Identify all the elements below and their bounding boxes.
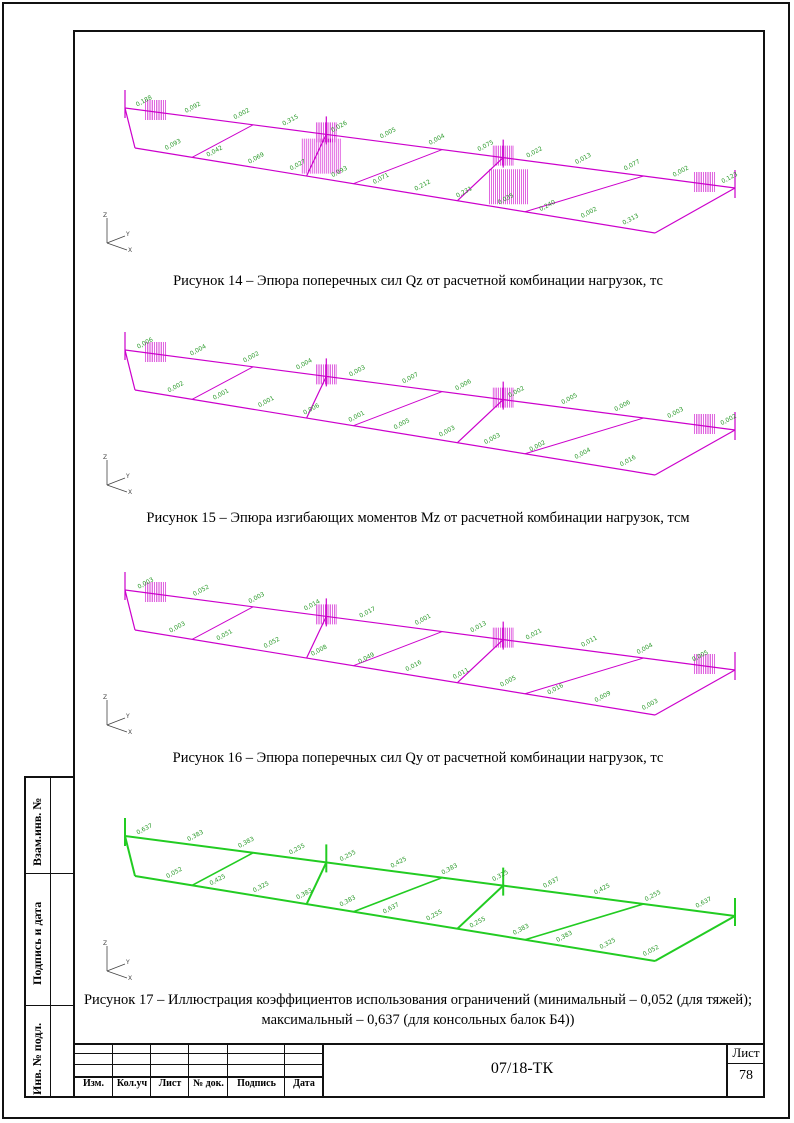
diagram-value-label: 0,002 [579,205,599,220]
cross-beam [655,670,735,715]
front-beam [135,876,655,961]
axis-y-label: Y [126,473,130,480]
diagram-value-label: 0,052 [165,865,184,881]
diagram-value-label: 0,022 [525,145,544,160]
frame-model [125,818,735,961]
caption-figure-17: Рисунок 17 – Иллюстрация коэффициентов использования ограничений (минимальный – 0,052 (для тяжей); максимальный – 0,637 (для консольных балок Б4)) [83,992,753,1028]
sheet-number: 78 [739,1068,753,1083]
diagram-value-label: 0,005 [392,417,412,432]
diagram-value-label: 0,637 [694,895,713,910]
diagram-value-label: 0,325 [251,879,271,895]
axis-x-label: X [128,489,133,495]
header-sheet: Лист [158,1078,182,1089]
diagram-value-label: 0,003 [168,620,187,635]
figure-utilization [95,796,755,981]
header-count: Кол.уч [116,1078,148,1089]
axis-z-label: Z [103,940,108,947]
diagram-value-label: 0,006 [302,402,321,417]
diagram-value-label: 0,092 [183,100,203,115]
diagram-value-label: 0,005 [499,674,518,689]
axis-y-label: Y [126,231,130,238]
side-stamp-signature-date: Подпись и дата [30,901,44,985]
header-change: Изм. [83,1078,104,1089]
axis-z-label: Z [103,694,108,701]
axis-x-label: X [128,247,133,253]
figure-qy-drawing [95,550,755,735]
figure-qy [95,550,755,735]
diagram-value-label: 0,011 [580,634,599,649]
diagram-value-label: 0,255 [338,848,358,864]
axis-triad [103,694,132,735]
diagram-value-label: 0,003 [666,405,685,421]
cross-beam [307,862,327,904]
diagram-value-label: 0,051 [215,628,234,643]
diagram-value-label: 0,383 [237,835,256,850]
diagram-value-label: 0,004 [573,446,592,461]
sheet-label: Лист [732,1045,760,1060]
frame-model [125,572,735,715]
axis-triad [103,212,132,253]
diagram-value-label: 0,002 [232,106,251,122]
diagram-value-label: 0,006 [454,377,473,393]
diagram-value-label: 0,383 [186,828,205,844]
caption-figure-14: Рисунок 14 – Эпюра поперечных сил Qz от расчетной комбинации нагрузок, тс [173,273,663,289]
figure-mz-drawing [95,310,755,495]
diagram-value-label: 0,077 [622,158,642,173]
diagram-value-label: 0,240 [538,198,557,214]
diagram-value-label: 0,005 [378,126,398,141]
diagram-value-label: 0,255 [468,915,487,930]
diagram-value-label: 0,052 [641,943,661,958]
diagram-value-label: 0,637 [135,822,154,837]
diagram-value-label: 0,003 [483,431,502,447]
header-signature: Подпись [237,1078,276,1089]
diagram-value-label: 0,016 [404,658,423,674]
diagram-value-label: 0,002 [507,384,526,400]
diagram-value-label: 0,325 [598,936,617,951]
side-stamp-replacement-inv: Взам.инв. № [30,797,44,866]
diagram-value-label: 0,052 [191,583,211,598]
diagram-value-label: 0,026 [330,119,349,134]
axis-x-label: X [128,975,133,981]
diagram-value-label: 0,003 [437,424,457,439]
axis-z-label: Z [103,212,108,219]
header-doc-number: № док. [193,1078,224,1089]
diagram-value-label: 0,313 [621,212,640,227]
figure-qz [95,68,755,253]
diagram-value-label: 0,002 [719,412,738,428]
diagram-value-label: 0,016 [546,682,565,697]
diagram-value-label: 0,005 [691,649,710,664]
document-code: 07/18-ТК [490,1060,554,1077]
diagram-value-label: 0,011 [451,666,471,681]
diagram-value-label: 0,383 [555,929,574,944]
cross-beam [125,590,135,630]
cross-beam [655,430,735,475]
front-beam [135,630,655,715]
diagram-value-label: 0,255 [287,842,307,857]
diagram-value-label: 0,035 [496,192,516,207]
diagram-value-label: 0,003 [640,697,660,712]
axis-y-label: Y [126,959,130,966]
diagram-value-label: 0,001 [413,612,433,627]
diagram-value-label: 0,003 [348,364,367,379]
diagram-value-label: 0,001 [211,387,231,402]
diagram-value-label: 0,013 [574,151,593,166]
cross-beam [125,836,135,876]
brace [353,150,442,184]
diagram-value-label: 0,009 [593,689,613,705]
diagram-value-label: 0,255 [425,908,444,923]
diagram-value-label: 0,255 [643,888,663,904]
caption-figure-16: Рисунок 16 – Эпюра поперечных сил Qy от расчетной комбинации нагрузок, тс [172,750,664,766]
diagram-value-label: 0,021 [524,627,544,642]
diagram-value-label: 0,006 [135,336,155,351]
cross-beam [457,640,503,683]
diagram-value-label: 0,093 [163,137,183,152]
diagram-value-label: 0,014 [302,598,322,613]
diagram-value-label: 0,004 [635,641,655,657]
diagram-value-label: 0,383 [338,894,357,909]
axis-x-label: X [128,729,133,735]
diagram-value-label: 0,188 [134,94,154,109]
diagram-value-label: 0,017 [358,605,377,620]
diagram-value-label: 0,004 [295,357,314,372]
brace [353,392,442,426]
diagram-value-label: 0,315 [281,113,300,128]
diagram-value-label: 0,001 [257,394,276,410]
diagram-value-label: 0,002 [166,380,186,395]
axis-triad [103,940,132,981]
frame-model [125,332,738,475]
diagram-value-label: 0,069 [247,151,266,166]
diagram-value-label: 0,383 [511,922,531,937]
diagram-value-label: 0,016 [618,453,638,469]
cross-beam [655,188,735,233]
figure-mz [95,310,755,495]
diagram-value-label: 0,004 [188,343,208,358]
diagram-value-label: 0,003 [136,576,155,591]
cross-beam [125,350,135,390]
diagram-value-label: 0,007 [401,371,420,386]
side-stamp-original-inv: Инв. № подл. [30,1022,44,1095]
diagram-value-label: 0,002 [242,350,261,365]
diagram-value-label: 0,231 [455,185,474,200]
diagram-value-label: 0,123 [720,170,739,186]
diagram-value-label: 0,005 [560,391,579,407]
diagram-value-label: 0,027 [288,158,308,173]
brace [525,904,644,940]
axis-y-label: Y [126,713,130,720]
diagram-value-label: 0,002 [671,164,691,179]
axis-triad [103,454,132,495]
diagram-value-label: 0,049 [357,651,376,666]
diagram-value-label: 0,004 [427,132,447,147]
diagram-value-label: 0,093 [330,164,349,180]
diagram-value-label: 0,008 [309,643,329,658]
diagram-value-label: 0,002 [528,439,547,454]
axis-z-label: Z [103,454,108,461]
caption-figure-15: Рисунок 15 – Эпюра изгибающих моментов Mz от расчетной комбинации нагрузок, тсм [146,510,690,526]
diagram-value-label: 0,637 [381,901,401,916]
cross-beam [125,108,135,148]
diagram-value-label: 0,075 [476,138,495,154]
header-date: Дата [293,1078,315,1089]
diagram-value-label: 0,425 [208,872,227,888]
diagram-value-label: 0,042 [205,144,224,159]
diagram-value-label: 0,001 [347,409,366,424]
figure-utilization-drawing [95,796,755,981]
frame-model [125,90,739,233]
diagram-value-label: 0,383 [440,862,459,877]
diagram-value-label: 0,383 [295,887,314,902]
diagram-value-label: 0,212 [413,178,432,193]
diagram-value-label: 0,325 [491,868,510,884]
diagram-value-label: 0,071 [371,171,391,186]
diagram-value-label: 0,006 [613,398,632,414]
front-beam [135,390,655,475]
diagram-value-label: 0,425 [592,882,612,897]
figure-qz-drawing [95,68,755,253]
diagram-value-label: 0,003 [247,590,266,606]
brace [192,125,253,158]
diagram-value-label: 0,052 [262,635,282,651]
diagram-value-label: 0,013 [469,619,488,635]
cross-beam [655,916,735,961]
diagram-value-label: 0,425 [389,855,408,870]
diagram-value-label: 0,637 [542,875,561,890]
